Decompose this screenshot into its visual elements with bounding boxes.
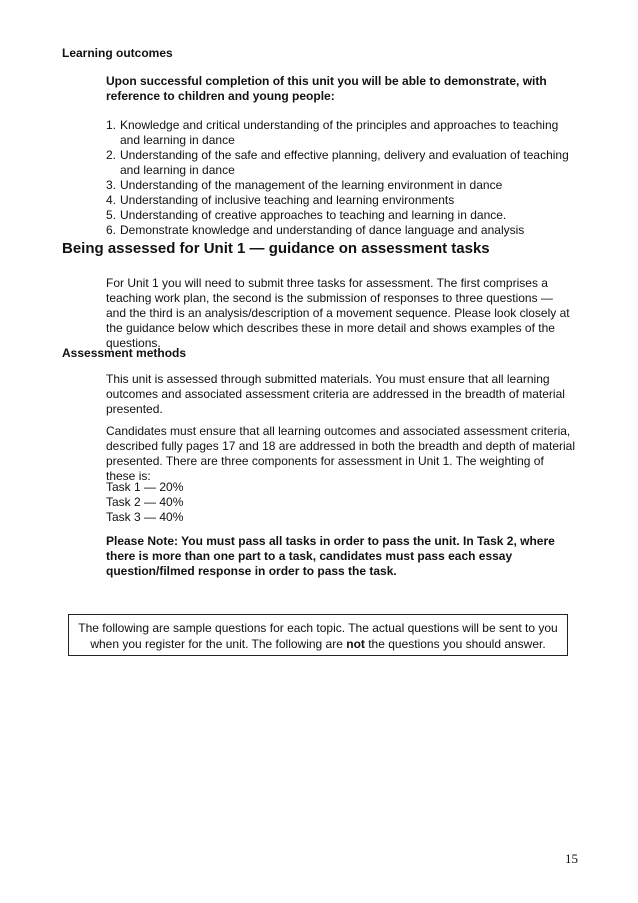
guidance-heading: Being assessed for Unit 1 — guidance on assessment tasks: [62, 240, 490, 257]
task-weighting: Task 2 — 40%: [106, 495, 184, 509]
task-weighting: Task 1 — 20%: [106, 480, 184, 494]
page-number: 15: [565, 851, 578, 866]
assessment-methods-heading: Assessment methods: [62, 346, 187, 360]
list-item-number: 1.: [106, 118, 117, 132]
sample-box-text: The following are sample questions for each topic. The actual questions will be sent to you when you register for the unit. The following are: [78, 621, 558, 651]
list-item-text: Understanding of creative approaches to teaching and learning in dance.: [120, 208, 507, 222]
list-item: [106, 223, 576, 238]
learning-outcomes-intro: Upon successful completion of this unit you will be able to demonstrate, with reference to children and young people:: [106, 74, 547, 103]
sample-box-text-end: the questions you should answer.: [364, 637, 546, 651]
list-item-number: 6.: [106, 223, 117, 237]
learning-outcomes-heading: Learning outcomes: [62, 46, 173, 60]
guidance-paragraph: For Unit 1 you will need to submit three tasks for assessment. The first comprises a teaching work plan, the second is the submission of responses to three questions — and the third is an analysis/description of a movement sequence. Please look closely at the guidance below which describes these in more detail and shows examples of the questions.: [106, 276, 570, 350]
please-note: Please Note: You must pass all tasks in order to pass the unit. In Task 2, where there is more than one part to a task, candidates must pass each essay question/filmed response in order to pass the task.: [106, 534, 555, 578]
list-item: [106, 208, 576, 223]
assessment-paragraph-1: This unit is assessed through submitted materials. You must ensure that all learning outcomes and associated assessment criteria are addressed in the breadth of material presented.: [106, 372, 565, 416]
sample-box-emphasis: not: [346, 637, 365, 651]
list-item-text: Knowledge and critical understanding of the principles and approaches to teaching and learning in dance: [120, 118, 559, 147]
assessment-paragraph-2: Candidates must ensure that all learning outcomes and associated assessment criteria, described fully pages 17 and 18 are addressed in both the breadth and depth of material presented. There are three components for assessment in Unit 1. The weighting of these is:: [106, 424, 575, 483]
list-item-text: Understanding of inclusive teaching and learning environments: [120, 193, 455, 207]
list-item-number: 2.: [106, 148, 117, 162]
list-item: [106, 178, 576, 193]
list-item: [106, 148, 576, 178]
list-item-number: 5.: [106, 208, 117, 222]
task-weightings: [106, 480, 576, 525]
list-item: [106, 193, 576, 208]
sample-questions-box: [68, 614, 568, 656]
list-item-number: 3.: [106, 178, 117, 192]
list-item-text: Understanding of the safe and effective planning, delivery and evaluation of teaching and learning in dance: [120, 148, 569, 177]
list-item-text: Demonstrate knowledge and understanding of dance language and analysis: [120, 223, 525, 237]
list-item-text: Understanding of the management of the learning environment in dance: [120, 178, 503, 192]
list-item-number: 4.: [106, 193, 117, 207]
list-item: [106, 118, 576, 148]
learning-outcomes-list: [106, 118, 576, 238]
task-weighting: Task 3 — 40%: [106, 510, 184, 524]
